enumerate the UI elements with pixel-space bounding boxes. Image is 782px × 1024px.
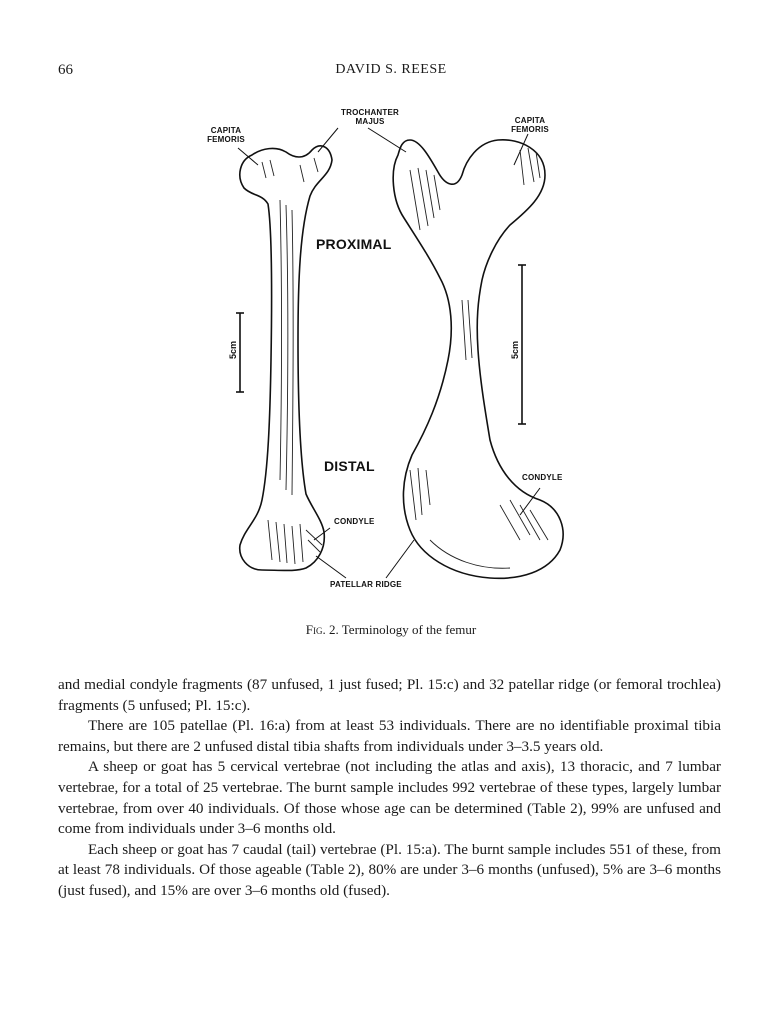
- capita-femoris-right-label: CAPITA FEMORIS: [511, 116, 549, 134]
- scale-right-label: 5cm: [510, 341, 520, 360]
- distal-label: DISTAL: [324, 458, 375, 474]
- trochanter-majus-label: TROCHANTER MAJUS: [341, 108, 399, 126]
- paragraph: There are 105 patellae (Pl. 16:a) from at least 53 individuals. There are no identifiable proximal tibia remains, but there are 2 unfused distal tibia shafts from individuals under 3–3.5 years old.: [58, 717, 721, 755]
- scale-left-label: 5cm: [228, 341, 238, 360]
- paragraph: Each sheep or goat has 7 caudal (tail) vertebrae (Pl. 15:a). The burnt sample includes 551 of these, from at least 78 individuals. Of those ageable (Table 2), 80% are under 3–6 months (unfused), 5% are 3–6 months (just fused), and 15% are over 3–6 months old (fused).: [58, 840, 721, 899]
- condyle-right-label: CONDYLE: [522, 473, 563, 482]
- patellar-ridge-label: PATELLAR RIDGE: [330, 580, 402, 589]
- paragraph: and medial condyle fragments (87 unfused, 1 just fused; Pl. 15:c) and 32 patellar ridge (or femoral trochlea) fragments (5 unfused; Pl. 15:c).: [58, 676, 721, 714]
- proximal-label: PROXIMAL: [316, 236, 392, 252]
- body-text: [58, 675, 721, 902]
- condyle-left-label: CONDYLE: [334, 517, 375, 526]
- paragraph: A sheep or goat has 5 cervical vertebrae (not including the atlas and axis), 13 thoracic, and 7 lumbar vertebrae, for a total of 25 vertebrae. The burnt sample includes 992 vertebrae of these types, largely lumbar vertebrae, from over 40 individuals. Of those whose age can be determined (Table 2), 99% are unfused and come from individuals under 3–6 months old.: [58, 758, 721, 838]
- running-head: DAVID S. REESE: [335, 62, 447, 77]
- caption-prefix: Fig. 2.: [305, 622, 339, 637]
- page-number: 66: [58, 62, 73, 78]
- caption-text: Terminology of the femur: [341, 622, 477, 637]
- figure-caption: [0, 622, 782, 638]
- capita-femoris-left-label: CAPITA FEMORIS: [207, 126, 245, 144]
- right-femur-drawing: [393, 140, 563, 579]
